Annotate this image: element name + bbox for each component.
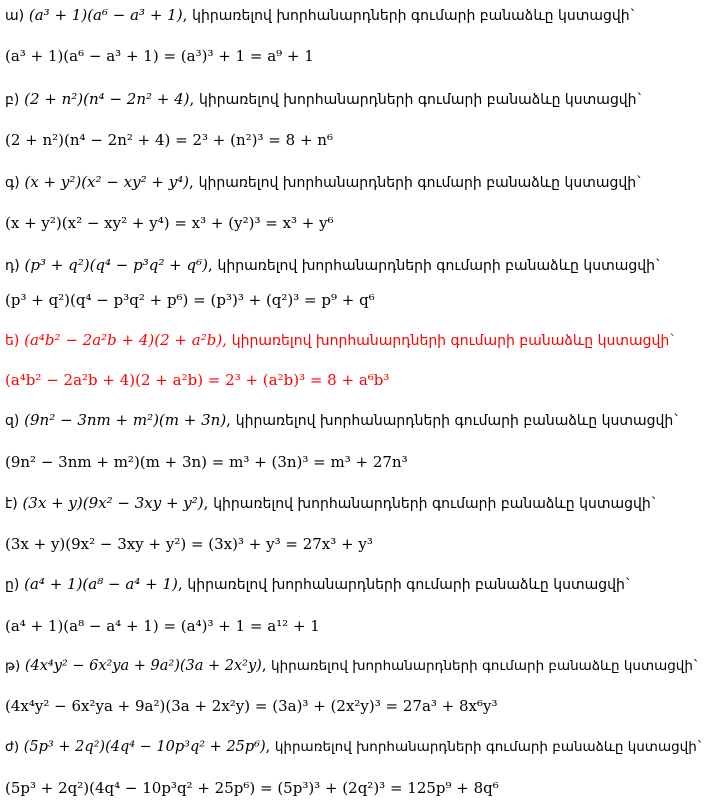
problem-line-9: թ) (4x⁴y² − 6x²ya + 9a²)(3a + 2x²y), կիրառելով խորհանարդների գումարի բանաձևը կստացվի` (5, 658, 700, 674)
solution-line-3: (x + y²)(x² − xy² + y⁴) = x³ + (y²)³ = x³ + y⁶ (5, 214, 334, 232)
problem-expression: (x + y²)(x² − xy² + y⁴) (24, 173, 190, 191)
instruction-text: կիրառելով խորհանարդների գումարի բանաձևը կստացվի` (187, 577, 632, 593)
problem-line-1: ա) (a³ + 1)(a⁶ − a³ + 1), կիրառելով խորհանարդների գումարի բանաձևը կստացվի` (5, 6, 637, 24)
problem-line-4: դ) (p³ + q²)(q⁴ − p³q² + q⁶), կիրառելով խորհանարդների գումարի բանաձևը կստացվի` (5, 256, 663, 274)
instruction-text: կիրառելով խորհանարդների գումարի բանաձևը կստացվի` (198, 175, 644, 191)
item-letter: դ) (5, 258, 20, 274)
solution-line-9: (4x⁴y² − 6x²ya + 9a²)(3a + 2x²y) = (3a)³ + (2x²y)³ = 27a³ + 8x⁶y³ (5, 697, 498, 715)
solution-line-5: (a⁴b² − 2a²b + 4)(2 + a²b) = 2³ + (a²b)³ = 8 + a⁶b³ (5, 371, 390, 389)
instruction-text: կիրառելով խորհանարդների գումարի բանաձևը կստացվի` (213, 496, 658, 512)
problem-expression: (a⁴b² − 2a²b + 4)(2 + a²b) (24, 331, 223, 349)
problem-expression: (3x + y)(9x² − 3xy + y²) (22, 494, 204, 512)
instruction-text: կիրառելով խորհանարդների գումարի բանաձևը կստացվի` (192, 8, 637, 24)
problem-expression: (9n² − 3nm + m²)(m + 3n) (24, 411, 227, 429)
item-letter: թ) (5, 658, 21, 674)
solution-line-6: (9n² − 3nm + m²)(m + 3n) = m³ + (3n)³ = m³ + 27n³ (5, 453, 408, 471)
item-letter: բ) (5, 92, 20, 108)
problem-line-8: ը) (a⁴ + 1)(a⁸ − a⁴ + 1), կիրառելով խորհանարդների գումարի բանաձևը կստացվի` (5, 575, 632, 593)
problem-expression: (a⁴ + 1)(a⁸ − a⁴ + 1) (24, 575, 178, 593)
solution-line-4: (p³ + q²)(q⁴ − p³q² + p⁶) = (p³)³ + (q²)³ = p⁹ + q⁶ (5, 291, 375, 309)
item-letter: ժ) (5, 739, 20, 755)
item-letter: զ) (5, 413, 20, 429)
solution-line-1: (a³ + 1)(a⁶ − a³ + 1) = (a³)³ + 1 = a⁹ + 1 (5, 47, 314, 65)
problem-line-6: զ) (9n² − 3nm + m²)(m + 3n), կիրառելով խորհանարդների գումարի բանաձևը կստացվի` (5, 411, 681, 429)
instruction-text: կիրառելով խորհանարդների գումարի բանաձևը կստացվի` (235, 413, 681, 429)
problem-line-2: բ) (2 + n²)(n⁴ − 2n² + 4), կիրառելով խորհանարդների գումարի բանաձևը կստացվի` (5, 90, 644, 108)
problem-expression: (2 + n²)(n⁴ − 2n² + 4) (24, 90, 190, 108)
solution-line-2: (2 + n²)(n⁴ − 2n² + 4) = 2³ + (n²)³ = 8 + n⁶ (5, 131, 333, 149)
item-letter: գ) (5, 175, 20, 191)
problem-line-5: ե) (a⁴b² − 2a²b + 4)(2 + a²b), կիրառելով խորհանարդների գումարի բանաձևը կստացվի` (5, 331, 677, 349)
instruction-text: կիրառելով խորհանարդների գումարի բանաձևը կստացվի` (274, 739, 704, 755)
item-letter: ը) (5, 577, 20, 593)
problem-line-7: է) (3x + y)(9x² − 3xy + y²), կիրառելով խորհանարդների գումարի բանաձևը կստացվի` (5, 494, 658, 512)
instruction-text: կիրառելով խորհանարդների գումարի բանաձևը կստացվի` (217, 258, 663, 274)
instruction-text: կիրառելով խորհանարդների գումարի բանաձևը կստացվի` (271, 658, 700, 674)
problem-expression: (4x⁴y² − 6x²ya + 9a²)(3a + 2x²y) (24, 658, 262, 674)
problem-expression: (a³ + 1)(a⁶ − a³ + 1) (28, 6, 183, 24)
instruction-text: կիրառելով խորհանարդների գումարի բանաձևը կստացվի` (231, 333, 677, 349)
item-letter: է) (5, 496, 18, 512)
item-letter: ե) (5, 333, 20, 349)
problem-expression: (5p³ + 2q²)(4q⁴ − 10p³q² + 25p⁶) (23, 739, 266, 755)
problem-expression: (p³ + q²)(q⁴ − p³q² + q⁶) (24, 256, 208, 274)
solution-line-7: (3x + y)(9x² − 3xy + y²) = (3x)³ + y³ = 27x³ + y³ (5, 535, 373, 553)
item-letter: ա) (5, 8, 25, 24)
problem-line-10: ժ) (5p³ + 2q²)(4q⁴ − 10p³q² + 25p⁶), կիրառելով խորհանարդների գումարի բանաձևը կստացվի` (5, 739, 704, 755)
problem-line-3: գ) (x + y²)(x² − xy² + y⁴), կիրառելով խորհանարդների գումարի բանաձևը կստացվի` (5, 173, 644, 191)
instruction-text: կիրառելով խորհանարդների գումարի բանաձևը կստացվի` (199, 92, 644, 108)
solution-line-10: (5p³ + 2q²)(4q⁴ − 10p³q² + 25p⁶) = (5p³)³ + (2q²)³ = 125p⁹ + 8q⁶ (5, 779, 499, 797)
solution-line-8: (a⁴ + 1)(a⁸ − a⁴ + 1) = (a⁴)³ + 1 = a¹² + 1 (5, 617, 320, 635)
